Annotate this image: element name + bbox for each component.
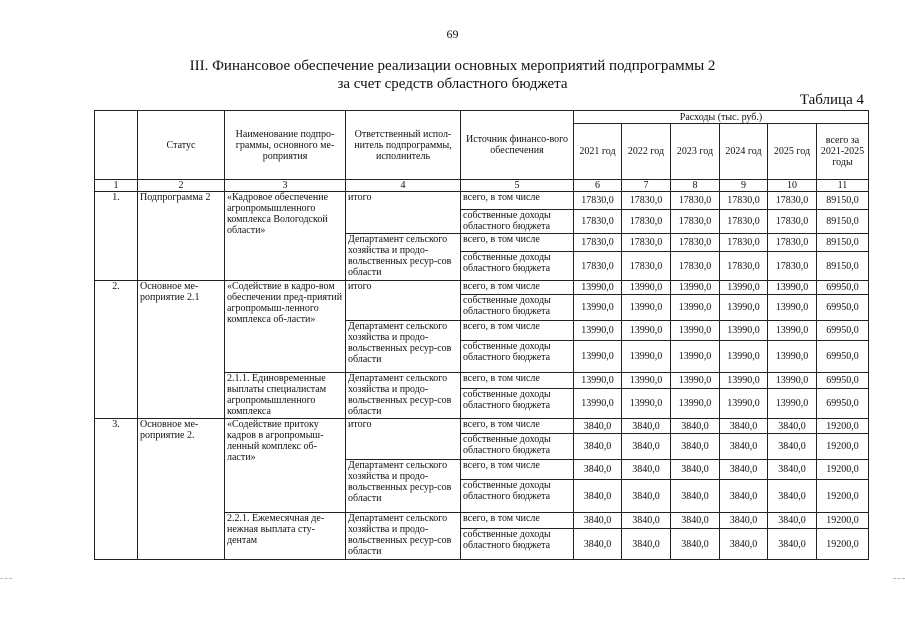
row-responsible: Департамент сельского хозяйства и продо-вольственных ресур-сов области xyxy=(346,460,461,513)
value-2025: 3840,0 xyxy=(768,419,817,434)
value-2025: 3840,0 xyxy=(768,480,817,513)
row-number: 2. xyxy=(95,281,138,419)
value-2024: 3840,0 xyxy=(720,513,768,529)
column-number: 1 xyxy=(95,180,138,192)
row-source: всего, в том числе xyxy=(461,234,574,252)
value-2022: 17830,0 xyxy=(622,210,671,234)
value-2023: 13990,0 xyxy=(671,295,720,321)
row-source: собственные доходы областного бюджета xyxy=(461,434,574,460)
value-2024: 13990,0 xyxy=(720,341,768,373)
value-2023: 17830,0 xyxy=(671,234,720,252)
value-2023: 17830,0 xyxy=(671,192,720,210)
value-2023: 3840,0 xyxy=(671,419,720,434)
row-source: всего, в том числе xyxy=(461,373,574,389)
value-2025: 17830,0 xyxy=(768,252,817,281)
value-2024: 13990,0 xyxy=(720,295,768,321)
row-source: всего, в том числе xyxy=(461,321,574,341)
value-2024: 17830,0 xyxy=(720,234,768,252)
column-number: 9 xyxy=(720,180,768,192)
title-line-1: III. Финансовое обеспечение реализации основных мероприятий подпрограммы 2 xyxy=(189,58,716,74)
value-total: 19200,0 xyxy=(817,434,869,460)
row-source: всего, в том числе xyxy=(461,460,574,480)
header-status: Статус xyxy=(138,111,225,180)
row-subitem-name: 2.2.1. Ежемесячная де-нежная выплата сту-дентам xyxy=(225,513,346,560)
row-source: всего, в том числе xyxy=(461,192,574,210)
value-total: 69950,0 xyxy=(817,281,869,295)
column-number: 10 xyxy=(768,180,817,192)
value-2024: 13990,0 xyxy=(720,281,768,295)
row-source: собственные доходы областного бюджета xyxy=(461,210,574,234)
row-name: «Кадровое обеспечение агропромышленного комплекса Вологодской области» xyxy=(225,192,346,281)
row-responsible: итого xyxy=(346,281,461,321)
value-2023: 17830,0 xyxy=(671,252,720,281)
row-source: всего, в том числе xyxy=(461,419,574,434)
column-number: 6 xyxy=(574,180,622,192)
value-2024: 3840,0 xyxy=(720,434,768,460)
value-total: 19200,0 xyxy=(817,480,869,513)
value-2025: 13990,0 xyxy=(768,281,817,295)
value-total: 19200,0 xyxy=(817,529,869,560)
value-2025: 13990,0 xyxy=(768,321,817,341)
value-2023: 13990,0 xyxy=(671,281,720,295)
row-source: собственные доходы областного бюджета xyxy=(461,480,574,513)
value-2024: 3840,0 xyxy=(720,480,768,513)
value-2024: 13990,0 xyxy=(720,321,768,341)
value-2023: 3840,0 xyxy=(671,513,720,529)
value-2023: 17830,0 xyxy=(671,210,720,234)
value-total: 89150,0 xyxy=(817,210,869,234)
value-2023: 3840,0 xyxy=(671,460,720,480)
header-year-2024: 2024 год xyxy=(720,124,768,180)
value-total: 69950,0 xyxy=(817,373,869,389)
value-2025: 13990,0 xyxy=(768,295,817,321)
value-total: 69950,0 xyxy=(817,341,869,373)
value-total: 69950,0 xyxy=(817,321,869,341)
value-2023: 3840,0 xyxy=(671,434,720,460)
value-2022: 3840,0 xyxy=(622,460,671,480)
margin-mark-left xyxy=(0,578,12,579)
column-number: 3 xyxy=(225,180,346,192)
value-2022: 17830,0 xyxy=(622,192,671,210)
row-source: всего, в том числе xyxy=(461,513,574,529)
value-2021: 3840,0 xyxy=(574,529,622,560)
value-2021: 17830,0 xyxy=(574,210,622,234)
row-status: Основное ме-роприятие 2.1 xyxy=(138,281,225,419)
value-2025: 13990,0 xyxy=(768,341,817,373)
row-source: собственные доходы областного бюджета xyxy=(461,529,574,560)
table-label: Таблица 4 xyxy=(799,92,864,108)
value-2025: 3840,0 xyxy=(768,513,817,529)
value-2021: 17830,0 xyxy=(574,234,622,252)
row-subitem-name: 2.1.1. Единовременные выплаты специалистам агропромышленного комплекса xyxy=(225,373,346,419)
value-2021: 3840,0 xyxy=(574,513,622,529)
row-responsible: итого xyxy=(346,419,461,460)
value-2022: 13990,0 xyxy=(622,281,671,295)
row-source: собственные доходы областного бюджета xyxy=(461,252,574,281)
value-2021: 13990,0 xyxy=(574,295,622,321)
value-total: 69950,0 xyxy=(817,389,869,419)
page-number: 69 xyxy=(446,27,459,41)
value-2024: 3840,0 xyxy=(720,529,768,560)
value-2021: 13990,0 xyxy=(574,281,622,295)
margin-mark-right xyxy=(893,578,905,579)
row-number: 1. xyxy=(95,192,138,281)
column-number: 8 xyxy=(671,180,720,192)
row-source: всего, в том числе xyxy=(461,281,574,295)
value-2022: 3840,0 xyxy=(622,513,671,529)
header-year-2025: 2025 год xyxy=(768,124,817,180)
value-2022: 3840,0 xyxy=(622,434,671,460)
row-status: Подпрограмма 2 xyxy=(138,192,225,281)
value-2021: 17830,0 xyxy=(574,192,622,210)
title-line-2: за счет средств областного бюджета xyxy=(337,76,568,92)
value-2023: 3840,0 xyxy=(671,529,720,560)
value-2023: 13990,0 xyxy=(671,389,720,419)
value-2022: 3840,0 xyxy=(622,480,671,513)
value-2022: 17830,0 xyxy=(622,234,671,252)
value-2023: 13990,0 xyxy=(671,341,720,373)
column-number: 5 xyxy=(461,180,574,192)
value-2024: 13990,0 xyxy=(720,373,768,389)
value-total: 89150,0 xyxy=(817,234,869,252)
header-year-2021: 2021 год xyxy=(574,124,622,180)
column-number: 2 xyxy=(138,180,225,192)
header-year-2022: 2022 год xyxy=(622,124,671,180)
value-2021: 3840,0 xyxy=(574,480,622,513)
row-source: собственные доходы областного бюджета xyxy=(461,295,574,321)
value-total: 19200,0 xyxy=(817,460,869,480)
value-2021: 3840,0 xyxy=(574,419,622,434)
column-number: 11 xyxy=(817,180,869,192)
header-year-2023: 2023 год xyxy=(671,124,720,180)
budget-table xyxy=(94,110,869,560)
row-responsible: Департамент сельского хозяйства и продо-вольственных ресур-сов области xyxy=(346,321,461,373)
column-number: 4 xyxy=(346,180,461,192)
value-2021: 3840,0 xyxy=(574,434,622,460)
value-2024: 13990,0 xyxy=(720,389,768,419)
row-name: «Содействие в кадро-вом обеспечении пред-приятий агропромыш-ленного комплекса об-ласти» xyxy=(225,281,346,373)
header-name: Наименование подпро-граммы, основного ме-роприятия xyxy=(225,111,346,180)
value-2025: 13990,0 xyxy=(768,373,817,389)
value-2025: 3840,0 xyxy=(768,434,817,460)
value-2025: 17830,0 xyxy=(768,234,817,252)
header-source: Источник финансо-вого обеспечения xyxy=(461,111,574,180)
value-2025: 17830,0 xyxy=(768,210,817,234)
value-2024: 17830,0 xyxy=(720,210,768,234)
row-responsible: Департамент сельского хозяйства и продо-вольственных ресур-сов области xyxy=(346,373,461,419)
value-2023: 13990,0 xyxy=(671,373,720,389)
value-2022: 13990,0 xyxy=(622,295,671,321)
row-responsible: Департамент сельского хозяйства и продо-вольственных ресур-сов области xyxy=(346,234,461,281)
value-2025: 3840,0 xyxy=(768,460,817,480)
header-total: всего за 2021-2025 годы xyxy=(817,124,869,180)
value-2022: 17830,0 xyxy=(622,252,671,281)
value-2022: 3840,0 xyxy=(622,529,671,560)
value-2021: 13990,0 xyxy=(574,389,622,419)
value-2025: 3840,0 xyxy=(768,529,817,560)
value-2022: 13990,0 xyxy=(622,389,671,419)
value-2025: 13990,0 xyxy=(768,389,817,419)
value-2021: 3840,0 xyxy=(574,460,622,480)
row-responsible: Департамент сельского хозяйства и продо-вольственных ресур-сов области xyxy=(346,513,461,560)
row-source: собственные доходы областного бюджета xyxy=(461,389,574,419)
value-2024: 17830,0 xyxy=(720,252,768,281)
row-status: Основное ме-роприятие 2. xyxy=(138,419,225,560)
value-2022: 3840,0 xyxy=(622,419,671,434)
value-total: 19200,0 xyxy=(817,419,869,434)
row-number: 3. xyxy=(95,419,138,560)
value-2023: 13990,0 xyxy=(671,321,720,341)
value-2021: 13990,0 xyxy=(574,341,622,373)
value-total: 69950,0 xyxy=(817,295,869,321)
value-2025: 17830,0 xyxy=(768,192,817,210)
value-total: 89150,0 xyxy=(817,192,869,210)
header-responsible: Ответственный испол-нитель подпрограммы, исполнитель xyxy=(346,111,461,180)
value-2022: 13990,0 xyxy=(622,321,671,341)
value-2022: 13990,0 xyxy=(622,373,671,389)
page-title xyxy=(0,57,905,93)
value-2024: 17830,0 xyxy=(720,192,768,210)
value-2024: 3840,0 xyxy=(720,419,768,434)
row-source: собственные доходы областного бюджета xyxy=(461,341,574,373)
header-expenses: Расходы (тыс. руб.) xyxy=(574,111,869,124)
row-responsible: итого xyxy=(346,192,461,234)
value-2021: 13990,0 xyxy=(574,373,622,389)
value-2024: 3840,0 xyxy=(720,460,768,480)
value-total: 19200,0 xyxy=(817,513,869,529)
value-2021: 13990,0 xyxy=(574,321,622,341)
column-number: 7 xyxy=(622,180,671,192)
header-no xyxy=(95,111,138,180)
value-2021: 17830,0 xyxy=(574,252,622,281)
value-2022: 13990,0 xyxy=(622,341,671,373)
value-2023: 3840,0 xyxy=(671,480,720,513)
value-total: 89150,0 xyxy=(817,252,869,281)
row-name: «Содействие притоку кадров в агропромыш-ленный комплекс об-ласти» xyxy=(225,419,346,513)
